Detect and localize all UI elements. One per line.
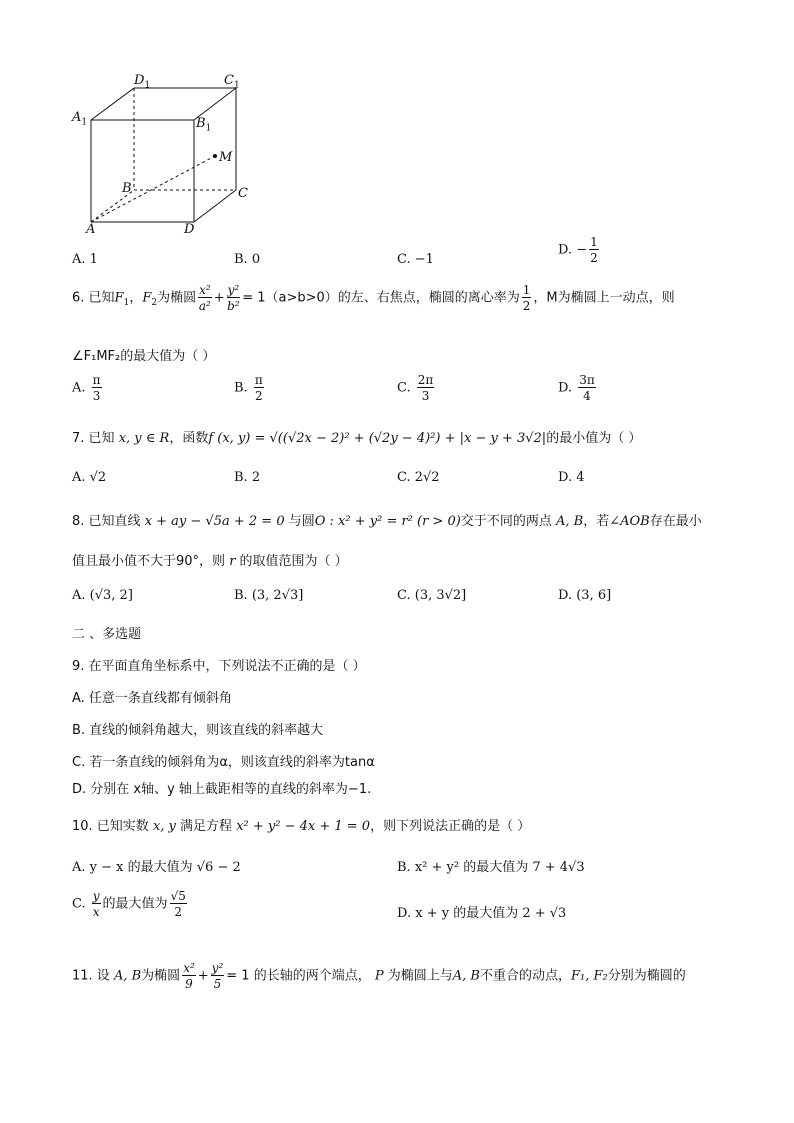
q5-option-c: C. −1 (397, 252, 434, 267)
q6-option-b: B. $\frac{\pi}{2}$ (234, 373, 263, 403)
q6-stem: 6. 已知$F_1$，$F_2$为椭圆 $\frac{\text{x²}}{\text{a²}}$ + $\frac{\text{y²}}{\text{b²}}$ = 1（a>b>0）的左、右焦点，椭圆的离心率为 $\frac{1}{2}$ ，M为椭圆上一动点，则 (72, 283, 675, 313)
q6-stem-line2: ∠F₁MF₂的最大值为（ ） (72, 349, 216, 364)
q7-option-b: B. 2 (234, 470, 261, 485)
label-B: B (122, 181, 132, 196)
q9-option-b: B. 直线的倾斜角越大，则该直线的斜率越大 (72, 723, 324, 738)
q9-option-c: C. 若一条直线的倾斜角为α，则该直线的斜率为tanα (72, 755, 375, 770)
q8-option-d: D. (3, 6] (558, 588, 612, 603)
q11-stem: 11. 设 A, B为椭圆 $\frac{\text{x²}}{9}$ + $\frac{\text{y²}}{5}$ = 1 的长轴的两个端点， P 为椭圆上与A, B不重合的动点，F₁, F₂分别为椭圆的 (72, 961, 686, 991)
q8-stem: 8. 已知直线 x + ay − √5a + 2 = 0 与圆O : x² + y² = r² (r > 0)交于不同的两点 A, B，若∠AOB存在最小 (72, 514, 702, 529)
label-B1: $B_1$ (196, 116, 212, 134)
label-D: D (184, 222, 195, 237)
q8-option-a: A. (√3, 2] (72, 588, 133, 603)
q10-option-d: D. x + y 的最大值为 2 + √3 (397, 906, 567, 921)
q9-option-d: D. 分别在 x轴、y 轴上截距相等的直线的斜率为−1. (72, 782, 372, 797)
q10-option-b: B. x² + y² 的最大值为 7 + 4√3 (397, 860, 585, 875)
label-M: M (219, 150, 233, 165)
section-heading-multiple-choice: 二 、多选题 (72, 627, 142, 642)
q7-option-c: C. 2√2 (397, 470, 440, 485)
q5-option-a: A. 1 (72, 252, 98, 267)
q6-option-c: C. $\frac{2\pi}{3}$ (397, 373, 434, 403)
q8-option-b: B. (3, 2√3] (234, 588, 304, 603)
q8-stem-line2: 值且最小值不大于90°，则 r 的取值范围为（ ） (72, 554, 348, 569)
q10-stem: 10. 已知实数 x, y 满足方程 x² + y² − 4x + 1 = 0，则下列说法正确的是（ ） (72, 819, 531, 834)
q7-option-d: D. 4 (558, 470, 585, 485)
q10-option-a: A. y − x 的最大值为 √6 − 2 (72, 860, 241, 875)
q9-option-a: A. 任意一条直线都有倾斜角 (72, 691, 232, 706)
q6-option-a: A. $\frac{\pi}{3}$ (72, 373, 101, 403)
q7-option-a: A. √2 (72, 470, 107, 485)
q7-stem: 7. 已知 x, y ∈ R，函数f (x, y) = √((√2x − 2)² + (√2y − 4)²) + |x − y + 3√2|的最小值为（ ） (72, 431, 642, 446)
label-D1: $D_1$ (134, 73, 151, 91)
label-C1: $C_1$ (224, 73, 240, 91)
q5-option-b: B. 0 (234, 252, 261, 267)
label-A1: $A_1$ (72, 110, 88, 128)
q8-option-c: C. (3, 3√2] (397, 588, 467, 603)
q6-option-d: D. $\frac{3\pi}{4}$ (558, 373, 595, 403)
q10-option-c: C. $\frac{y}{x}$ 的最大值为 $\frac{√5}{2}$ (72, 889, 186, 919)
label-C: C (238, 186, 248, 201)
q9-stem: 9. 在平面直角坐标系中，下列说法不正确的是（ ） (72, 659, 366, 674)
q5-option-d: D. − $\frac{1}{2}$ (558, 235, 598, 265)
label-A: A (86, 222, 96, 237)
